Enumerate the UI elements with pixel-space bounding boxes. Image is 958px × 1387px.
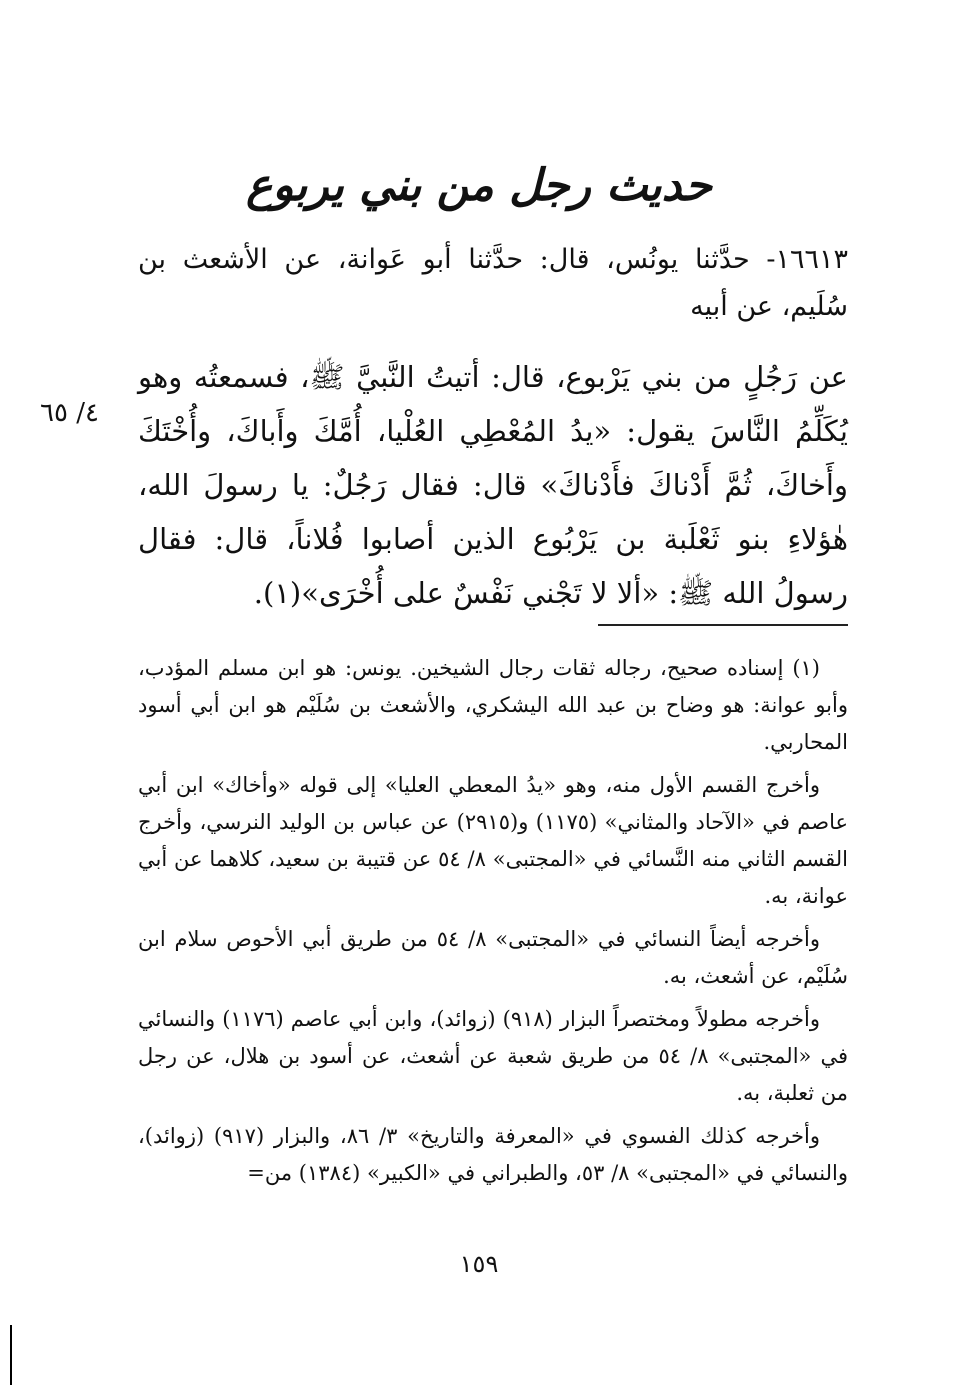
footnotes (138, 650, 848, 1198)
page-title: حديث رجل من بني يربوع (246, 160, 712, 211)
margin-volume-reference: ٤/ ٦٥ (40, 398, 99, 428)
hadith-text: عن رَجُلٍ من بني يَرْبوع، قال: أتيتُ النَّبيَّ ﷺ، فسمعتُه وهو يُكَلِّمُ النَّاسَ يقول: «يدُ المُعْطِي العُلْيا، أُمَّكَ وأَباكَ، وأُخْتَكَ وأَخاكَ، ثُمَّ أَدْناكَ فأَدْناكَ» قال: فقال رَجُلٌ: يا رسولَ الله، هٰؤلاءِ بنو ثَعْلَبة بن يَرْبُوع الذين أصابوا فُلاناً، قال: فقال رسولُ الله ﷺ: «ألا لا تَجْني نَفْسٌ على أُخْرَى»(١). (138, 360, 848, 610)
scan-edge-mark (10, 1325, 12, 1385)
footnote-paragraph: وأخرجه كذلك الفسوي في «المعرفة والتاريخ» ٣/ ٨٦، والبزار (٩١٧) (زوائد)، والنسائي في «المجتبى» ٨/ ٥٣، والطبراني في «الكبير» (١٣٨٤) من= (138, 1124, 848, 1185)
footnote-paragraph: وأخرج القسم الأول منه، وهو «يدُ المعطي العليا» إلى قوله «وأخاك» ابن أبي عاصم في «الآحاد والمثاني» (١١٧٥) و(٢٩١٥) عن عباس بن الوليد النرسي، وأخرج القسم الثاني منه النَّسائي في «المجتبى» ٨/ ٥٤ عن قتيبة بن سعيد، كلاهما عن أبي عوانة، به. (138, 773, 849, 908)
footnote-paragraph: (١) إسناده صحيح، رجاله ثقات رجال الشيخين. يونس: هو ابن مسلم المؤدب، وأبو عوانة: هو وضاح بن عبد الله اليشكري، والأشعث بن سُلَيْم هو ابن أبي أسود المحاربي. (138, 656, 848, 754)
footnote-divider (598, 624, 848, 626)
isnad-paragraph: ١٦٦١٣- حدَّثنا يونُس، قال: حدَّثنا أبو عَوانة، عن الأشعث بن سُلَيم، عن أبيه (138, 244, 848, 322)
footnote-paragraph: وأخرجه مطولاً ومختصراً البزار (٩١٨) (زوائد)، وابن أبي عاصم (١١٧٦) والنسائي في «المجتبى» ٨/ ٥٤ من طريق شعبة عن أشعث، عن أسود بن هلال، عن رجل من ثعلبة، به. (138, 1007, 848, 1105)
page-number: ١٥٩ (459, 1250, 499, 1278)
footnote-paragraph: وأخرجه أيضاً النسائي في «المجتبى» ٨/ ٥٤ من طريق أبي الأحوص سلام ابن سُلَيْم، عن أشعث، به. (138, 927, 848, 988)
